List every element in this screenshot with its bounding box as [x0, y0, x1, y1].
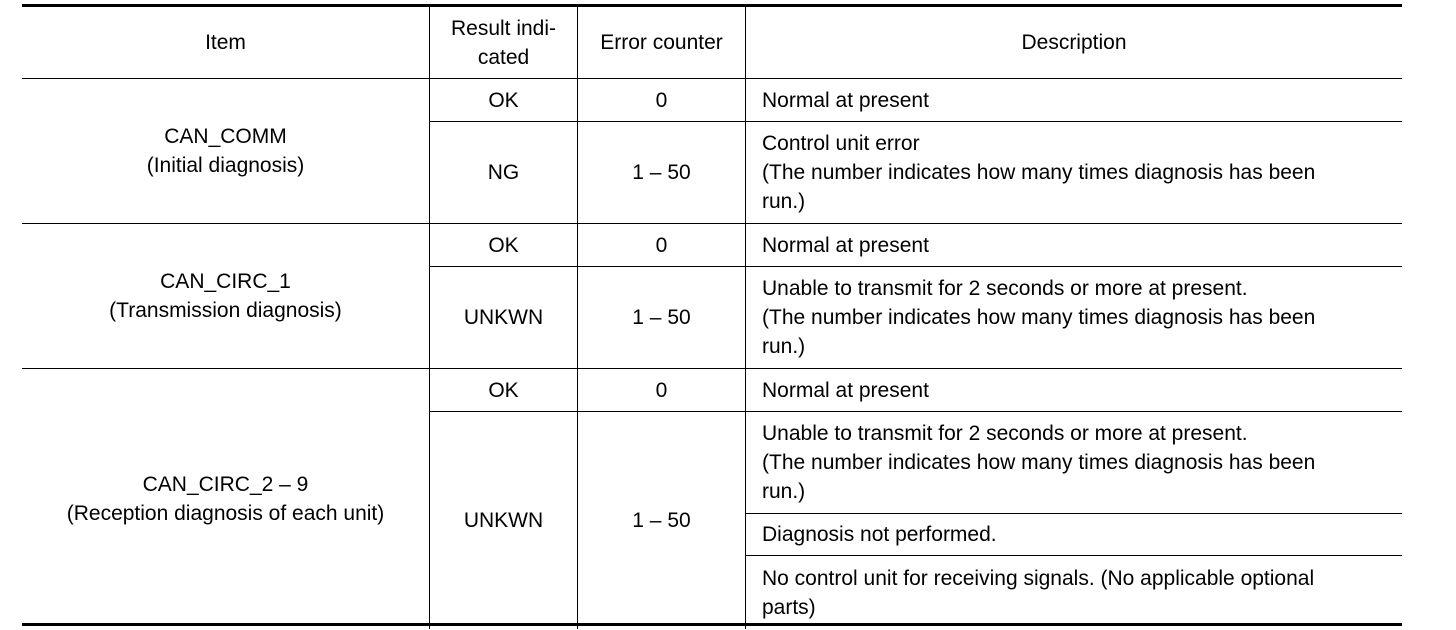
- counter-cell: [578, 412, 746, 629]
- description-cell: [746, 556, 1402, 629]
- counter-value: 0: [655, 88, 668, 112]
- description-cell: [746, 224, 1402, 267]
- item-can-circ-1: [22, 224, 430, 369]
- header-item: [22, 7, 430, 79]
- description-line: (The number indicates how many times diagnosis has been: [762, 306, 1316, 329]
- description-line: run.): [762, 480, 806, 503]
- header-result-line1: Result indi-: [450, 16, 557, 40]
- result-value: OK: [488, 88, 519, 112]
- counter-value: 0: [655, 233, 668, 257]
- description-line: (The number indicates how many times diagnosis has been: [762, 161, 1316, 184]
- header-result: [430, 7, 578, 79]
- counter-value: 0: [655, 378, 668, 402]
- result-cell: [430, 79, 578, 122]
- description-line: No control unit for receiving signals. (No applicable optional: [762, 566, 1315, 590]
- description-cell: [746, 122, 1402, 224]
- description-line: Unable to transmit for 2 seconds or more at present.: [762, 277, 1248, 300]
- header-error-counter-label: Error counter: [600, 31, 723, 54]
- result-value: OK: [488, 233, 519, 257]
- item-name: CAN_CIRC_1: [160, 270, 291, 293]
- header-item-label: Item: [205, 31, 246, 54]
- header-description-label: Description: [1021, 31, 1127, 54]
- description-line: run.): [762, 190, 806, 213]
- item-subtitle: (Reception diagnosis of each unit): [66, 502, 385, 525]
- item-subtitle: (Initial diagnosis): [146, 154, 305, 177]
- description-text: Normal at present: [762, 88, 929, 112]
- description-line: run.): [762, 335, 806, 358]
- counter-cell: [578, 267, 746, 369]
- description-text: Normal at present: [762, 378, 929, 402]
- description-line: Control unit error: [762, 132, 920, 155]
- counter-value: 1 – 50: [632, 306, 691, 329]
- item-can-circ-2-9: [22, 369, 430, 629]
- header-error-counter: [578, 7, 746, 79]
- description-line: Unable to transmit for 2 seconds or more at present.: [762, 422, 1248, 445]
- description-cell: [746, 79, 1402, 122]
- counter-value: 1 – 50: [632, 509, 691, 532]
- description-cell: [746, 267, 1402, 369]
- item-can-comm: [22, 79, 430, 224]
- counter-cell: [578, 79, 746, 122]
- result-cell: [430, 412, 578, 629]
- result-cell: [430, 122, 578, 224]
- result-value: OK: [488, 378, 519, 402]
- header-description: [746, 7, 1402, 79]
- result-value: UNKWN: [463, 306, 544, 329]
- diagnosis-table: [22, 4, 1402, 626]
- counter-cell: [578, 122, 746, 224]
- result-cell: [430, 267, 578, 369]
- item-subtitle: (Transmission diagnosis): [109, 299, 342, 322]
- result-value: NG: [487, 161, 520, 184]
- item-name: CAN_COMM: [164, 125, 287, 148]
- result-value: UNKWN: [463, 509, 544, 532]
- counter-cell: [578, 369, 746, 412]
- description-text: Diagnosis not performed.: [762, 523, 997, 546]
- description-line: (The number indicates how many times diagnosis has been: [762, 451, 1316, 474]
- counter-value: 1 – 50: [632, 161, 691, 184]
- header-result-line2: cated: [477, 45, 530, 69]
- page: [22, 4, 1402, 626]
- description-cell: [746, 514, 1402, 556]
- description-line: parts): [762, 595, 816, 619]
- description-text: Normal at present: [762, 233, 929, 257]
- description-cell: [746, 369, 1402, 412]
- item-name: CAN_CIRC_2 – 9: [142, 473, 309, 496]
- result-cell: [430, 224, 578, 267]
- counter-cell: [578, 224, 746, 267]
- result-cell: [430, 369, 578, 412]
- description-cell: [746, 412, 1402, 514]
